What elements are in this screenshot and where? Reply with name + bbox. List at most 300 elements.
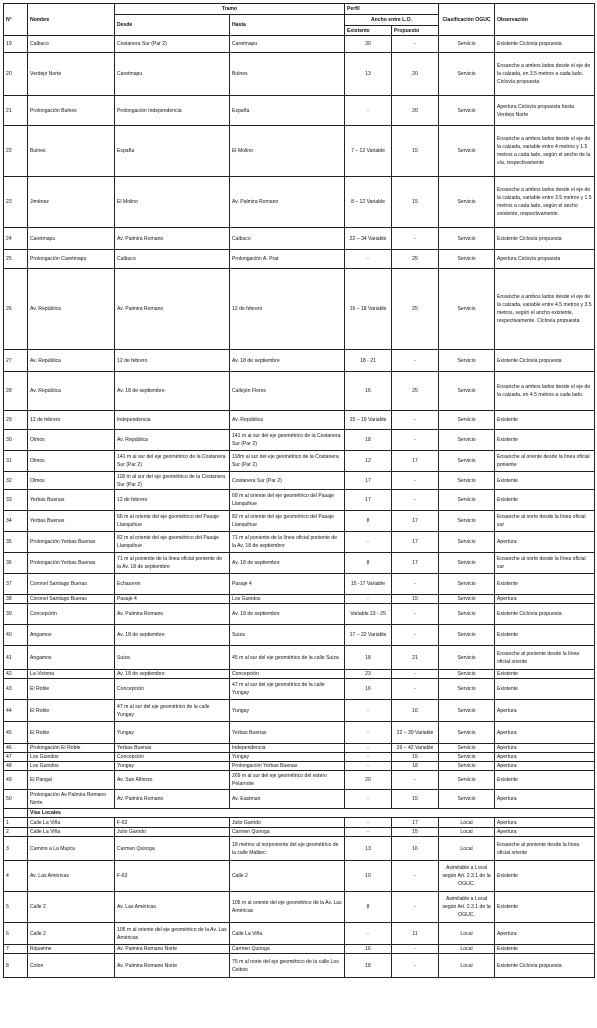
- header-nombre: Nombre: [28, 4, 115, 36]
- table-row: [4, 892, 595, 923]
- row-propuesto: 18: [392, 762, 439, 771]
- row-number: 24: [4, 228, 28, 250]
- row-number: 39: [4, 604, 28, 625]
- row-propuesto: -: [392, 604, 439, 625]
- row-existente: 23: [345, 670, 392, 679]
- row-observacion: Existente: [495, 490, 595, 511]
- row-existente: -: [345, 790, 392, 809]
- row-observacion: Existente: [495, 861, 595, 892]
- row-propuesto: 15: [392, 126, 439, 177]
- row-number: 40: [4, 625, 28, 646]
- row-desde: Prolongación Independencia: [115, 96, 230, 126]
- row-propuesto: 25: [392, 250, 439, 269]
- row-hasta: Costanera Sur (Par 2): [230, 472, 345, 490]
- row-number: 48: [4, 762, 28, 771]
- row-existente: 16 – 18 Variable: [345, 269, 392, 350]
- row-observacion: Apertura Ciclovía propuesta hasta Verdejo Norte: [495, 96, 595, 126]
- row-clasificacion: Servicio: [439, 670, 495, 679]
- row-existente: 7 – 12 Variable: [345, 126, 392, 177]
- row-existente: 15 – 19 Variable: [345, 411, 392, 430]
- row-existente: 17: [345, 490, 392, 511]
- row-desde: Av. 18 de septiembre: [115, 625, 230, 646]
- row-clasificacion: Servicio: [439, 350, 495, 372]
- row-number: 31: [4, 451, 28, 472]
- row-number: 33: [4, 490, 28, 511]
- row-desde: 82 m al oriente del eje geométrico del Pasaje Llanquihue: [115, 532, 230, 553]
- row-desde: Av. Palmira Romano: [115, 790, 230, 809]
- row-observacion: Apertura: [495, 762, 595, 771]
- row-desde: Suiza: [115, 646, 230, 670]
- row-existente: 18: [345, 646, 392, 670]
- row-hasta: Av. 18 de septiembre: [230, 350, 345, 372]
- row-propuesto: 22 – 30 Variable: [392, 722, 439, 744]
- table-row: [4, 625, 595, 646]
- row-observacion: Existente Ciclovía propuesta: [495, 36, 595, 53]
- table-row: [4, 126, 595, 177]
- row-hasta: Av. República: [230, 411, 345, 430]
- row-desde: Yungay: [115, 722, 230, 744]
- row-hasta: 75 m al norte del eje geométrico de la calle Los Ceibos: [230, 954, 345, 978]
- row-hasta: Suiza: [230, 625, 345, 646]
- table-row: [4, 430, 595, 451]
- row-clasificacion: Servicio: [439, 753, 495, 762]
- row-desde: Concepción: [115, 679, 230, 700]
- row-clasificacion: Servicio: [439, 762, 495, 771]
- row-desde: 105 m al oriente del eje geométrico de la Av. Las Américas: [115, 923, 230, 945]
- row-existente: -: [345, 532, 392, 553]
- row-nombre: Yerbas Buenas: [28, 490, 115, 511]
- row-observacion: Existente: [495, 430, 595, 451]
- row-clasificacion: Servicio: [439, 646, 495, 670]
- row-existente: -: [345, 250, 392, 269]
- row-number: 41: [4, 646, 28, 670]
- row-existente: 17: [345, 472, 392, 490]
- row-nombre: Olmos: [28, 451, 115, 472]
- row-nombre: Calle 2: [28, 892, 115, 923]
- row-propuesto: 16: [392, 837, 439, 861]
- row-hasta: Caretmapu: [230, 36, 345, 53]
- row-hasta: Av. Palmira Romano: [230, 177, 345, 228]
- row-nombre: Prolongación Yerbas Buenas: [28, 532, 115, 553]
- main-body: [4, 36, 595, 809]
- row-nombre: Av. República: [28, 372, 115, 411]
- row-nombre: El Roble: [28, 722, 115, 744]
- row-existente: 17 – 22 Variable: [345, 625, 392, 646]
- row-clasificacion: Local: [439, 837, 495, 861]
- row-number: 30: [4, 430, 28, 451]
- row-propuesto: 17: [392, 511, 439, 532]
- row-nombre: Calbuco: [28, 36, 115, 53]
- row-number: 23: [4, 177, 28, 228]
- table-row: [4, 411, 595, 430]
- row-clasificacion: Local: [439, 923, 495, 945]
- row-nombre: Av. República: [28, 269, 115, 350]
- row-number: 34: [4, 511, 28, 532]
- row-nombre: Prolongación El Roble: [28, 744, 115, 753]
- row-propuesto: 17: [392, 818, 439, 828]
- table-row: [4, 472, 595, 490]
- row-hasta: Calbuco: [230, 228, 345, 250]
- row-propuesto: 21: [392, 646, 439, 670]
- row-observacion: Existente Ciclovía propuesta: [495, 350, 595, 372]
- row-hasta: Carmen Quiroga: [230, 828, 345, 837]
- row-nombre: Colon: [28, 954, 115, 978]
- row-desde: 71 m al poniente de la línea oficial poniente de la Av. 18 de septiembre: [115, 553, 230, 574]
- table-row: [4, 722, 595, 744]
- row-observacion: Apertura: [495, 828, 595, 837]
- row-existente: -: [345, 753, 392, 762]
- row-existente: 8: [345, 892, 392, 923]
- row-observacion: Ensanche a ambos lados desde el eje de la calzada, variable entre 4.5 metros y 3.5 metros, según el ancho existente, respectivamente. Ciclovía propuesta: [495, 269, 595, 350]
- row-hasta: 45 m al sur del eje geométrico de la calle Suiza: [230, 646, 345, 670]
- row-number: 7: [4, 945, 28, 954]
- row-propuesto: 15: [392, 753, 439, 762]
- header-ancho: Ancho entre L.O.: [345, 15, 439, 26]
- header-hasta: Hasta: [230, 15, 345, 36]
- row-observacion: Existente Ciclovía propuesta: [495, 954, 595, 978]
- row-propuesto: -: [392, 670, 439, 679]
- row-clasificacion: Servicio: [439, 532, 495, 553]
- row-clasificacion: Servicio: [439, 490, 495, 511]
- row-desde: Av. 18 de septiembre: [115, 670, 230, 679]
- table-row: [4, 574, 595, 595]
- row-propuesto: 16: [392, 700, 439, 722]
- row-clasificacion: Local: [439, 954, 495, 978]
- table-row: [4, 861, 595, 892]
- row-number: 8: [4, 954, 28, 978]
- row-existente: 10: [345, 861, 392, 892]
- row-clasificacion: Servicio: [439, 679, 495, 700]
- row-number: 19: [4, 36, 28, 53]
- row-propuesto: -: [392, 771, 439, 790]
- header-observacion: Observación: [495, 4, 595, 36]
- row-desde: 47 m al sur del eje geométrico de la calle Yungay: [115, 700, 230, 722]
- row-nombre: Av. República: [28, 350, 115, 372]
- row-existente: 18 - 21: [345, 350, 392, 372]
- row-nombre: 12 de febrero: [28, 411, 115, 430]
- row-hasta: 71 m al poniente de la línea oficial poniente de la Av. 18 de septiembre: [230, 532, 345, 553]
- row-clasificacion: Servicio: [439, 126, 495, 177]
- row-clasificacion: Servicio: [439, 411, 495, 430]
- row-nombre: Calle La Viña: [28, 828, 115, 837]
- row-observacion: Apertura: [495, 790, 595, 809]
- table-row: [4, 372, 595, 411]
- row-nombre: Prolongación Av Palmira Romano Norte: [28, 790, 115, 809]
- row-nombre: Calle 2: [28, 923, 115, 945]
- table-row: [4, 679, 595, 700]
- row-nombre: El Roble: [28, 700, 115, 722]
- row-clasificacion: Servicio: [439, 430, 495, 451]
- row-existente: 16: [345, 372, 392, 411]
- row-nombre: La Victoria: [28, 670, 115, 679]
- row-observacion: Existente Ciclovía propuesta: [495, 604, 595, 625]
- row-hasta: Independencia: [230, 744, 345, 753]
- row-existente: -: [345, 818, 392, 828]
- row-observacion: Existente: [495, 771, 595, 790]
- table-row: [4, 762, 595, 771]
- row-number: 32: [4, 472, 28, 490]
- section-title: Vías Locales: [28, 809, 595, 818]
- row-clasificacion: Servicio: [439, 744, 495, 753]
- row-existente: -: [345, 923, 392, 945]
- header-clasificacion: Clasificación OGUC: [439, 4, 495, 36]
- row-clasificacion: Servicio: [439, 722, 495, 744]
- row-propuesto: 17: [392, 451, 439, 472]
- row-propuesto: -: [392, 490, 439, 511]
- row-observacion: Existente: [495, 625, 595, 646]
- row-desde: Costanera Sur (Par 2): [115, 36, 230, 53]
- table-row: [4, 790, 595, 809]
- row-clasificacion: Servicio: [439, 604, 495, 625]
- row-hasta: 68 m al oriente del eje geométrico del Pasaje Llanquihue: [230, 490, 345, 511]
- local-body: [4, 809, 595, 978]
- row-clasificacion: Servicio: [439, 228, 495, 250]
- row-desde: F-62: [115, 818, 230, 828]
- row-observacion: Ensanche al norte desde la línea oficial sur: [495, 553, 595, 574]
- row-clasificacion: Servicio: [439, 250, 495, 269]
- row-clasificacion: Servicio: [439, 36, 495, 53]
- table-row: [4, 177, 595, 228]
- table-row: [4, 771, 595, 790]
- table-row: [4, 595, 595, 604]
- row-observacion: Existente: [495, 892, 595, 923]
- row-number: 36: [4, 553, 28, 574]
- row-existente: -: [345, 595, 392, 604]
- row-clasificacion: Asimilable a Local según Art. 2.3.1 de la OGUC.: [439, 861, 495, 892]
- row-propuesto: 20: [392, 53, 439, 96]
- row-clasificacion: Servicio: [439, 53, 495, 96]
- row-hasta: 269 m al sur del eje geométrico del estero Pelarnote: [230, 771, 345, 790]
- row-desde: Yerbas Buenas: [115, 744, 230, 753]
- row-nombre: Olmos: [28, 472, 115, 490]
- row-desde: España: [115, 126, 230, 177]
- row-observacion: Existente: [495, 945, 595, 954]
- row-desde: El Molino: [115, 177, 230, 228]
- row-hasta: Calle La Viña: [230, 923, 345, 945]
- row-number: 43: [4, 679, 28, 700]
- row-number: 47: [4, 753, 28, 762]
- table-row: [4, 700, 595, 722]
- row-desde: 12 de febrero: [115, 490, 230, 511]
- row-number: 49: [4, 771, 28, 790]
- table-row: [4, 744, 595, 753]
- row-nombre: Riquelme: [28, 945, 115, 954]
- row-observacion: Apertura: [495, 700, 595, 722]
- row-desde: Calbuco: [115, 250, 230, 269]
- row-nombre: Los Guindos: [28, 753, 115, 762]
- row-desde: Av. Las Américas: [115, 892, 230, 923]
- table-row: [4, 954, 595, 978]
- row-propuesto: 11: [392, 923, 439, 945]
- row-number: 2: [4, 828, 28, 837]
- row-desde: Av. San Alfonso: [115, 771, 230, 790]
- row-clasificacion: Servicio: [439, 177, 495, 228]
- row-observacion: Apertura: [495, 818, 595, 828]
- row-desde: Av. Palmira Romano Norte: [115, 954, 230, 978]
- row-observacion: Apertura Ciclovía propuesta: [495, 250, 595, 269]
- row-clasificacion: Servicio: [439, 553, 495, 574]
- row-observacion: Ensanche al oriente desde la línea oficial poniente: [495, 451, 595, 472]
- row-existente: 16: [345, 679, 392, 700]
- row-existente: 22 – 34 Variable: [345, 228, 392, 250]
- row-propuesto: 25: [392, 372, 439, 411]
- row-existente: 18: [345, 954, 392, 978]
- row-hasta: Bulnes: [230, 53, 345, 96]
- table-row: [4, 532, 595, 553]
- row-desde: Av. Palmira Romano Norte: [115, 945, 230, 954]
- header-propuesto: Propuesto: [392, 26, 439, 36]
- row-desde: Av. Palmira Romano: [115, 269, 230, 350]
- row-observacion: Existente: [495, 670, 595, 679]
- row-observacion: Ensanche a ambos lados desde el eje de la calzada, en 4.5 metros a cada lado.: [495, 372, 595, 411]
- row-nombre: Verdejo Norte: [28, 53, 115, 96]
- row-desde: Concepción: [115, 753, 230, 762]
- vias-table: [3, 3, 595, 978]
- row-propuesto: 25: [392, 269, 439, 350]
- row-existente: 16: [345, 945, 392, 954]
- row-hasta: Carmen Quiroga: [230, 945, 345, 954]
- row-nombre: Jiménez: [28, 177, 115, 228]
- row-clasificacion: Servicio: [439, 372, 495, 411]
- row-clasificacion: Servicio: [439, 595, 495, 604]
- row-desde: Pasaje 4: [115, 595, 230, 604]
- table-row: [4, 753, 595, 762]
- row-existente: -: [345, 96, 392, 126]
- row-nombre: Coronel Santiago Bueras: [28, 574, 115, 595]
- row-hasta: Callejón Flores: [230, 372, 345, 411]
- row-hasta: Concepción: [230, 670, 345, 679]
- row-nombre: Coronel Santiago Bueras: [28, 595, 115, 604]
- row-number: 50: [4, 790, 28, 809]
- row-existente: 8 – 12 Variable: [345, 177, 392, 228]
- row-observacion: Existente: [495, 472, 595, 490]
- row-hasta: 82 m al oriente del eje geométrico del Pasaje Llanquihue: [230, 511, 345, 532]
- table-row: [4, 451, 595, 472]
- row-desde: Julio Garrido: [115, 828, 230, 837]
- row-propuesto: -: [392, 36, 439, 53]
- row-observacion: Existente Ciclovía propuesta: [495, 228, 595, 250]
- row-hasta: Yungay: [230, 700, 345, 722]
- row-desde: Carmen Quiroga: [115, 837, 230, 861]
- row-existente: -: [345, 828, 392, 837]
- row-observacion: Apertura: [495, 532, 595, 553]
- row-observacion: Apertura: [495, 744, 595, 753]
- header-desde: Desde: [115, 15, 230, 36]
- row-propuesto: -: [392, 861, 439, 892]
- row-existente: Variable 23 - 25: [345, 604, 392, 625]
- row-number: 44: [4, 700, 28, 722]
- row-nombre: Prolongación Yerbas Buenas: [28, 553, 115, 574]
- row-clasificacion: Local: [439, 945, 495, 954]
- row-observacion: Ensanche al norte desde la línea oficial sur: [495, 511, 595, 532]
- row-desde: Echaurren: [115, 574, 230, 595]
- table-row: [4, 646, 595, 670]
- row-hasta: 141 m al sur del eje geométrico de la Costanera Sur (Par 2): [230, 430, 345, 451]
- row-number: 45: [4, 722, 28, 744]
- row-propuesto: -: [392, 954, 439, 978]
- row-clasificacion: Servicio: [439, 269, 495, 350]
- row-observacion: Ensanche al poniente desde la línea oficial oriente: [495, 646, 595, 670]
- row-nombre: Angamos: [28, 625, 115, 646]
- row-hasta: España: [230, 96, 345, 126]
- table-row: [4, 269, 595, 350]
- row-observacion: Ensanche a ambos lados desde el eje de la calzada, variable entre 3.5 metros y 1.5 metros a cada lado, según el ancho existente, respectivamente.: [495, 177, 595, 228]
- row-number: 22: [4, 126, 28, 177]
- row-nombre: El Pangal: [28, 771, 115, 790]
- row-observacion: Apertura: [495, 923, 595, 945]
- header-existente: Existente: [345, 26, 392, 36]
- table-row: [4, 36, 595, 53]
- row-desde: Av. Palmira Romano: [115, 228, 230, 250]
- row-nombre: Prolongación Caretmapu: [28, 250, 115, 269]
- row-hasta: 118m al sur del eje geométrico de la Costanera Sur (Par 2): [230, 451, 345, 472]
- row-number: 26: [4, 269, 28, 350]
- table-row: [4, 350, 595, 372]
- row-number: 25: [4, 250, 28, 269]
- row-desde: Yungay: [115, 762, 230, 771]
- row-existente: 20: [345, 771, 392, 790]
- row-nombre: Bulnes: [28, 126, 115, 177]
- row-clasificacion: Servicio: [439, 511, 495, 532]
- row-hasta: El Molino: [230, 126, 345, 177]
- row-nombre: Los Guindos: [28, 762, 115, 771]
- row-observacion: Existente: [495, 679, 595, 700]
- row-propuesto: -: [392, 228, 439, 250]
- row-propuesto: -: [392, 945, 439, 954]
- table-row: [4, 490, 595, 511]
- row-number: 35: [4, 532, 28, 553]
- table-row: [4, 818, 595, 828]
- row-number: 27: [4, 350, 28, 372]
- row-desde: 141 m al sur del eje geométrico de la Costanera Sur (Par 2): [115, 451, 230, 472]
- row-clasificacion: Asimilable a Local según Art. 2.3.1 de la OGUC.: [439, 892, 495, 923]
- row-number: 5: [4, 892, 28, 923]
- row-hasta: 12 de febrero: [230, 269, 345, 350]
- row-nombre: Angamos: [28, 646, 115, 670]
- row-hasta: Julio Garrido: [230, 818, 345, 828]
- row-clasificacion: Local: [439, 818, 495, 828]
- row-desde: Av. 18 de septiembre: [115, 372, 230, 411]
- row-nombre: El Roble: [28, 679, 115, 700]
- row-nombre: Prolongación Bulnes: [28, 96, 115, 126]
- row-observacion: Existente: [495, 411, 595, 430]
- row-observacion: Apertura: [495, 722, 595, 744]
- row-number: 28: [4, 372, 28, 411]
- row-hasta: Calle 2: [230, 861, 345, 892]
- row-number: 46: [4, 744, 28, 753]
- row-clasificacion: Servicio: [439, 574, 495, 595]
- row-existente: 8: [345, 511, 392, 532]
- row-desde: F-62: [115, 861, 230, 892]
- table-row: [4, 511, 595, 532]
- row-observacion: Apertura: [495, 753, 595, 762]
- row-existente: 12: [345, 451, 392, 472]
- row-observacion: Apertura: [495, 595, 595, 604]
- header-perfil: Perfil: [345, 4, 439, 15]
- row-clasificacion: Servicio: [439, 451, 495, 472]
- row-propuesto: -: [392, 625, 439, 646]
- section-row: [4, 809, 595, 818]
- row-nombre: Concepción: [28, 604, 115, 625]
- row-desde: 118 m al sur del eje geométrico de la Costanera Sur (Par 2): [115, 472, 230, 490]
- row-clasificacion: Servicio: [439, 96, 495, 126]
- table-row: [4, 828, 595, 837]
- row-desde: Independencia: [115, 411, 230, 430]
- row-number: 38: [4, 595, 28, 604]
- row-observacion: Ensanche a ambos lados desde el eje de la calzada, en 3.5 metros a cada lado. Ciclovía propuesta: [495, 53, 595, 96]
- row-observacion: Existente: [495, 574, 595, 595]
- row-propuesto: -: [392, 350, 439, 372]
